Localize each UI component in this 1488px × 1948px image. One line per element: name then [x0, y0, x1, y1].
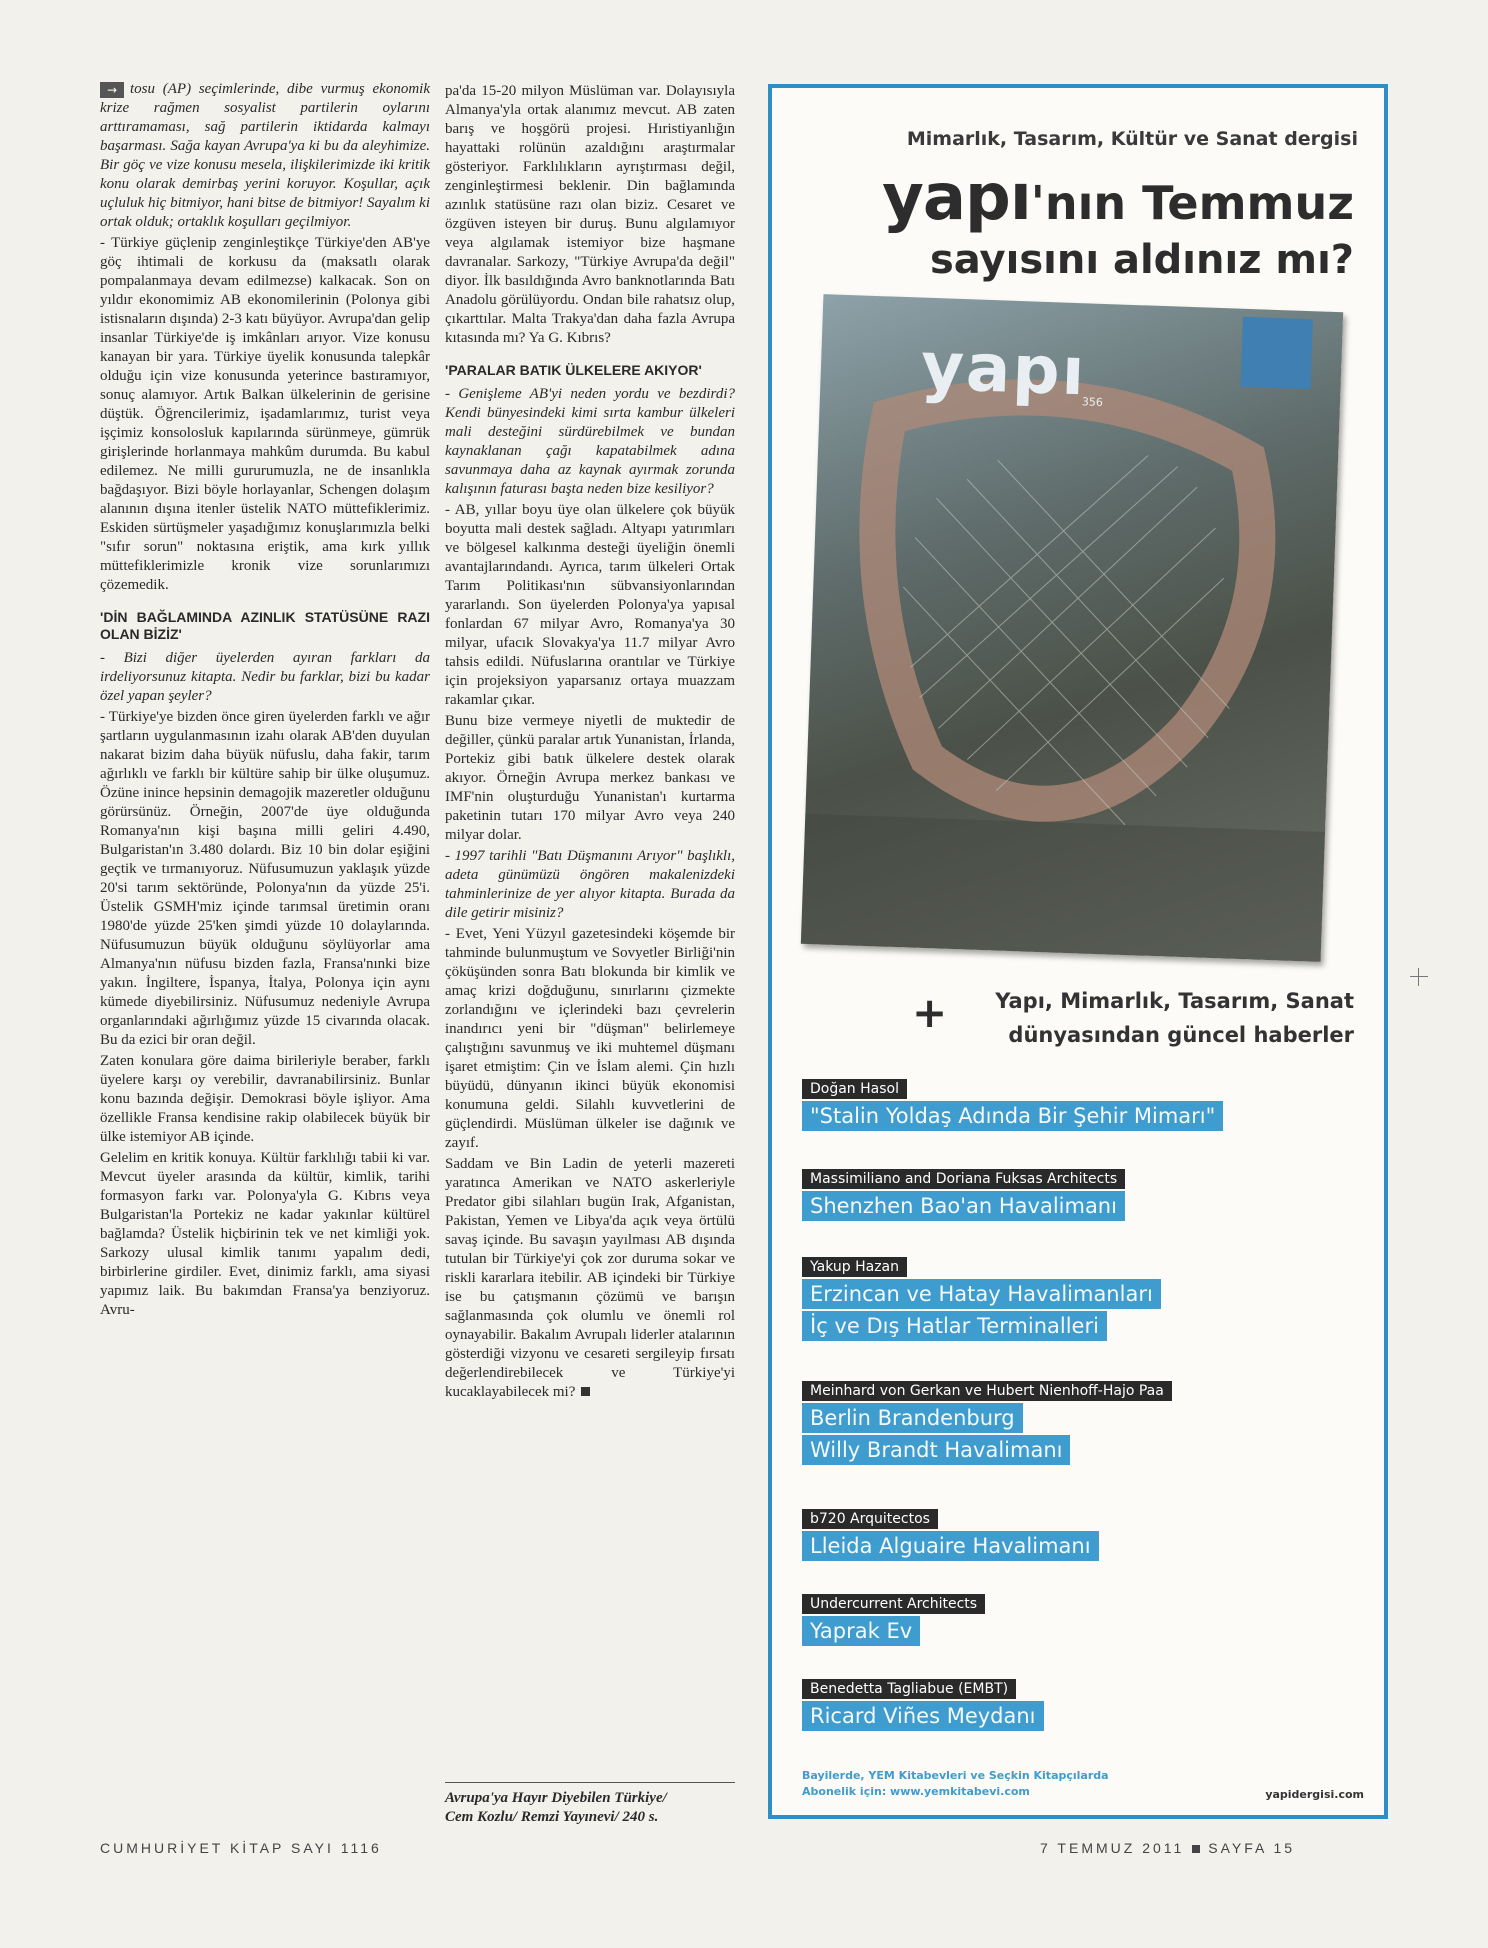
item-title: Ricard Viñes Meydanı [802, 1701, 1044, 1731]
cover-title: yapı [919, 327, 1088, 411]
ad-headline-rest: 'nın Temmuz [1030, 176, 1354, 230]
footer-publication: CUMHURİYET KİTAP SAYI 1116 [100, 1840, 382, 1856]
cover-issue-number: 356 [1081, 395, 1104, 409]
item-title: "Stalin Yoldaş Adında Bir Şehir Mimarı" [802, 1101, 1223, 1131]
item-title: Lleida Alguaire Havalimanı [802, 1531, 1099, 1561]
contents-item [802, 1678, 1044, 1731]
book-caption [445, 1782, 735, 1827]
item-title: Yaprak Ev [802, 1616, 920, 1646]
item-title: Erzincan ve Hatay Havalimanları [802, 1279, 1161, 1309]
cover-info-box [1241, 317, 1313, 389]
paragraph: - Evet, Yeni Yüzyıl gazetesindeki köşemde bir tahminde bulunmuştum ve Sovyetler Birliği'nin çöküşünden sonra Batı blokunda bir kimlik ve amaç krizi doğduğunu, sınırlarını çizmekte zorlandığını ve içlerindeki bazı çevrelerin inandırıcı yeni bir "düşman" belirlemeye çalıştığını savunmuş ve iki muhtemel düşmanı işaret etmiştim: Çin ve İslam alemi. Çin hızlı büyüdü, dünyanın ikinci büyük ekonomisi konumuna geldi. Silahlı kuvvetlerini de güçlendirdi. Müslüman ülkeler ise dağınık ve zayıf. [445, 926, 735, 1151]
paragraph: Bunu bize vermeye niyetli de muktedir de değiller, çünkü paralar artık Yunanistan, İrlanda, Portekiz gibi batık ülkelere destek olarak akıyor. Örneğin Avrupa merkez bankası ve IMF'nin oluşturduğu Yunanistan'ı kurtarma paketinin tutarı 170 milyar Avro veya 240 milyar dolar. [445, 713, 735, 843]
book-title: Avrupa'ya Hayır Diyebilen Türkiye/ [445, 1790, 667, 1806]
paragraph: - Türkiye'ye bizden önce giren üyelerden farklı ve ağır şartların uygulanmasının izahı olarak AB'den duyulan nakarat bizim daha büyük nüfuslu, daha fakir, tarım ağırlıklı ve farklı bir kültüre sahip bir ülke oluşumuz. Özüne inince hepsinin demagojik mazeretler olduğunu görürsünüz. Örneğin, 2007'de üye olduğunda Romanya'nın kişi başına milli geliri 4.490, Bulgaristan'ın 3.480 dolardı. Biz 10 bin dolar eşiğini geçtik ve tırmanıyoruz. Nüfusumuzun yaklaşık yüzde 20'si tarım sektöründe, Polonya'nın da yüzde 25'i. Üstelik GSMH'miz içinde tarımsal üretimin oranı 1980'de yüzde 25'ken şimdi yüzde 10 dolaylarında. Nüfusumuzun büyük olduğunu söylüyorlar ama Almanya'nın nüfusu bizden fazla, Fransa'nınki bize yakın. İngiltere, İspanya, İtalya, Polonya için aynı kümede diyebilirsiniz. Nüfusumuz nedeniyle Avrupa organlarındaki ağırlığımız yüzde 15 civarında olacak. Bu da ezici bir oran değil. [100, 709, 430, 1048]
contents-item [802, 1256, 1161, 1341]
item-author: Undercurrent Architects [802, 1594, 985, 1614]
question: - Genişleme AB'yi neden yordu ve bezdirdi? Kendi bünyesindeki kimi sırta kambur ülkeleri mali desteğini sürdürebilmek ve bundan kaynaklanan çağı kapatabilmek adına savunmaya daha az kaynak ayırmak zorunda kalışının faturası başta neden bize kesiliyor? [445, 386, 735, 497]
contents-item [802, 1593, 985, 1646]
contents-item [802, 1168, 1125, 1221]
item-author: Doğan Hasol [802, 1079, 907, 1099]
paragraph: Saddam ve Bin Ladin de yeterli mazereti yaratınca Amerikan ve NATO askerleriyle Predator gibi silahları bugün Irak, Afganistan, Pakistan, Yemen ve Libya'da açık veya örtülü savaş içinde. Bu savaşın yayılması AB dışında tutulan bir Türkiye'yi çok zor duruma sokar ve riskli kararlara itebilir. AB içindeki bir Türkiye ise bu çatışmanın çözümü ve barışın sağlanmasında çok olumlu ve önemli rol oynayabilir. Bakalım Avrupalı liderler atalarının gösterdiği vizyonu ve cesareti sergileyip fırsatı değerlendirebilecek ve Türkiye'yi kucaklayabilecek mi? [445, 1156, 735, 1400]
magazine-advert [768, 84, 1388, 1819]
paragraph: Gelelim en kritik konuya. Kültür farklılığı tabii ki var. Mevcut üyeler arasında da kültür, kimlik, tarihi formasyon farkı var. Polonya'yla G. Kıbrıs veya Bulgaristan'la Portekiz ne kadar yakınlar kültürel bağlamda? Üstelik hiçbirinin tek ve net kimliği yok. Sarkozy ulusal kimlik tanımı yapalım dedi, birbirlerine girdiler. Evet, dinimiz farklı, ama siyasi yapımız laik. Bu bakımdan Fransa'ya benziyoruz. Avru- [100, 1150, 430, 1318]
question: - Bizi diğer üyelerden ayıran farkları da irdeliyorsunuz kitapta. Nedir bu farklar, bizi bu kadar özel yapan şeyler? [100, 650, 430, 704]
item-title: Willy Brandt Havalimanı [802, 1435, 1070, 1465]
end-mark-icon [581, 1387, 590, 1396]
book-source: Cem Kozlu/ Remzi Yayınevi/ 240 s. [445, 1809, 659, 1825]
continued-arrow-icon: → [100, 82, 124, 98]
contents-item [802, 1078, 1223, 1131]
item-author: b720 Arquitectos [802, 1509, 938, 1529]
item-title: Berlin Brandenburg [802, 1403, 1023, 1433]
ad-website: yapidergisi.com [1265, 1788, 1364, 1801]
section-heading: 'PARALAR BATIK ÜLKELERE AKIYOR' [445, 362, 702, 378]
registration-mark-icon [1410, 968, 1428, 986]
paragraph: Zaten konulara göre daima birileriyle beraber, farklı üyelere karşı oy verebilir, davranabilirsiniz. Bunlar konu bazında değişir. Demokrasi böyle işliyor. Ama özellikle Fransa kendisine rakip olabilecek büyük bir ülke istemiyor AB içinde. [100, 1053, 430, 1145]
contents-item [802, 1508, 1099, 1561]
item-author: Massimiliano and Doriana Fuksas Architects [802, 1169, 1125, 1189]
ad-headline-line-2: sayısını aldınız mı? [929, 237, 1354, 283]
item-author: Meinhard von Gerkan ve Hubert Nienhoff-Hajo Paa [802, 1381, 1172, 1401]
article-column-2 [445, 82, 735, 1404]
paragraph: pa'da 15-20 milyon Müslüman var. Dolayısıyla Almanya'yla ortak alanımız mevcut. AB zaten barış ve hoşgörü projesi. Hıristiyanlığın hayattaki rolünün azaldığını araştırmalar gösteriyor. Farklılıkların ayrıştırması değil, zenginleştirmesi beklenir. Din bağlamında azınlık statüsüne razı olan biziz. Cesaret ve özgüven isteyen bir duruş. Bunu algılamıyor veya algılamak istemiyor bize haşmane davranalar. Sarkozy, "Türkiye Avrupa'da değil" diyor. İlk basıldığında Avro banknotlarında Batı Anadolu görülüyordu. Ondan bile rahatsız olup, çıkarttılar. Malta Trakya'dan daha fazla Avrupa kıtasında mı? Ya G. Kıbrıs? [445, 83, 735, 346]
article-column-1 [100, 80, 430, 1322]
contents-item [802, 1380, 1172, 1465]
ad-tagline: Mimarlık, Tasarım, Kültür ve Sanat dergisi [906, 128, 1358, 150]
paragraph: → tosu (AP) seçimlerinde, dibe vurmuş ekonomik krize rağmen sosyalist partilerin oylarını arttıramaması, sağ partilerin iktidarda kalmayı başarması. Sağa kayan Avrupa'ya ki bu da aleyhimize. Bir göç ve vize konusu mesela, ilişkilerimizde iki kritik konu olarak demirbaş yerini koruyor. Koşullar, açık uçluluk hiç bitmiyor, hani bitse de bitmiyor! Sayalım ki ortak olduk; ortaklık koşulları geçilmiyor. [100, 81, 430, 230]
ad-brand: yapı [882, 161, 1031, 235]
item-title: İç ve Dış Hatlar Terminalleri [802, 1311, 1107, 1341]
magazine-cover-image [801, 294, 1343, 962]
plus-icon: + [912, 988, 948, 1037]
ad-availability: Bayilerde, YEM Kitabevleri ve Seçkin Kitapçılarda Abonelik için: www.yemkitabevi.com [802, 1769, 1109, 1798]
separator-icon [1192, 1845, 1200, 1853]
paragraph: - Türkiye güçlenip zenginleştikçe Türkiye'den AB'ye göç ihtimali de korkusu da (maksatlı olarak pompalanmaya devam edilmezse) kalkacak. Son on yıldır ekonomimiz AB ekonomilerinin (Polonya gibi istisnaların dışında) 2-3 katı büyüyor. Avrupa'dan gelip insanlar Türkiye'de iş imkânları arıyor. Vize konusu kanayan bir yara. Türkiye üyelik konusunda talepkâr olduğu için vize konusunda yeterince bastıramıyor, sonuç alamıyor. Artık Balkan ülkelerinin de gerisine düştük. Öğrencilerimiz, işadamlarımız, turist veya işçimiz konsolosluk kapılarında sürünmeye, gümrük girişlerinde horlanmaya mahkûm durumda. Bu kabul edilemez. Ne milli gururumuzla, ne de insanlıkla bağdaşıyor. Bizi böyle horlayanlar, Schengen dolaşım alanının dışına itenler üstelik NATO müttefiklerimiz. Eskiden sürtüşmeler yaşadığımız konuşlarımızla belki "sıfır sorun" noktasına eriştik, ama kırk yıllık müttefiklerimizle kronik vize sorunlarımızı çözemedik. [100, 235, 430, 593]
footer-date-page: 7 TEMMUZ 2011 SAYFA 15 [1040, 1840, 1296, 1856]
item-author: Benedetta Tagliabue (EMBT) [802, 1679, 1016, 1699]
paragraph: - AB, yıllar boyu üye olan ülkelere çok büyük boyutta mali destek sağladı. Altyapı yatırımları ve bölgesel kalkınma desteği üyeliğin önemli avantajlarındandı. Ayrıca, tarım ülkeleri Ortak Tarım Politikası'nın sübvansiyonlarından yararlandı. Son üyelerden Polonya'ya yapısal fonlardan 67 milyar Avro, Romanya'ya 30 milyar, ufacık Slovakya'ya 11.7 milyar Avro tahsis edildi. Nüfuslarına orantılar ve Türkiye için projeksiyon yaparsanız ortaya muazzam rakamlar çıkar. [445, 502, 735, 708]
question: - 1997 tarihli "Batı Düşmanını Arıyor" başlıklı, adeta günümüzü öngören makalenizdeki tahminlerinize de yer alıyor kitapta. Burada da dile getirir misiniz? [445, 848, 735, 921]
section-heading: 'DİN BAĞLAMINDA AZINLIK STATÜSÜNE RAZI OLAN BİZİZ' [100, 609, 430, 642]
item-author: Yakup Hazan [802, 1257, 907, 1277]
ad-headline [882, 161, 1354, 287]
ad-subhead: Yapı, Mimarlık, Tasarım, Sanat dünyasından güncel haberler [995, 989, 1354, 1047]
item-title: Shenzhen Bao'an Havalimanı [802, 1191, 1125, 1221]
